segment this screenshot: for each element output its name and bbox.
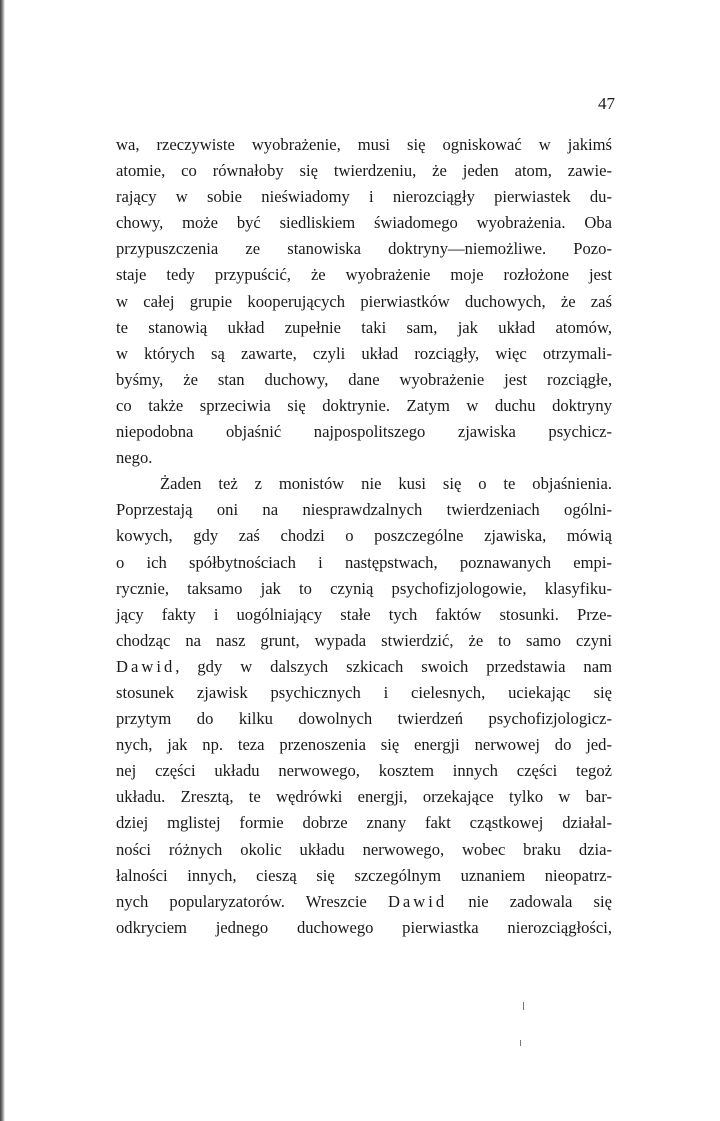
text-line: przytym do kilku dowolnych twierdzeń psychofizjologicz-	[116, 709, 612, 729]
text-line: rający w sobie nieświadomy i nierozciągły pierwiastek du-	[116, 187, 612, 207]
text-line: Poprzestają oni na niesprawdzalnych twierdzeniach ogólni-	[116, 500, 612, 520]
text-line: rycznie, taksamo jak to czynią psychofizjologowie, klasyfiku-	[116, 578, 612, 598]
text-line: chowy, może być siedliskiem świadomego wyobrażenia. Oba	[116, 213, 612, 233]
body-text	[116, 132, 612, 941]
text-line: staje tedy przypuścić, że wyobrażenie moje rozłożone jest	[116, 265, 612, 285]
text-line: łalności innych, cieszą się szczególnym uznaniem nieopatrz-	[116, 865, 612, 885]
text-fragment: , gdy w dalszych szkicach swoich przedstawia nam	[175, 656, 612, 676]
text-line: ności różnych okolic układu nerwowego, wobec braku dzia-	[116, 839, 612, 859]
text-line: wa, rzeczywiste wyobrażenie, musi się ogniskować w jakimś	[116, 135, 612, 154]
scan-edge-shadow	[0, 0, 5, 1121]
text-line: te stanowią układ zupełnie taki sam, jak układ atomów,	[116, 317, 612, 337]
scan-speck	[523, 1002, 524, 1010]
text-line: o ich spółbytnościach i następstwach, poznawanych empi-	[116, 552, 612, 572]
page-number: 47	[598, 94, 615, 113]
text-line: kowych, gdy zaś chodzi o poszczególne zjawiska, mówią	[116, 526, 612, 546]
text-line: niepodobna objaśnić najpospolitszego zjawiska psychicz-	[116, 422, 612, 442]
text-line: odkryciem jednego duchowego pierwiastka nierozciągłości,	[116, 917, 612, 937]
text-line	[116, 889, 612, 915]
text-line: jący fakty i uogólniający stałe tych faktów stosunki. Prze-	[116, 604, 612, 624]
text-line: nych, jak np. teza przenoszenia się energji nerwowej do jed-	[116, 735, 612, 755]
paragraph-2	[116, 471, 612, 941]
text-line: dziej mglistej formie dobrze znany fakt cząstkowej działal-	[116, 813, 612, 833]
text-line: w których są zawarte, czyli układ rozciągły, więc otrzymali-	[116, 343, 612, 363]
text-fragment: nych popularyzatorów. Wreszcie	[116, 891, 388, 911]
text-line	[116, 654, 612, 680]
text-line: byśmy, że stan duchowy, dane wyobrażenie jest rozciągłe,	[116, 369, 612, 389]
text-line: Żaden też z monistów nie kusi się o te objaśnienia.	[160, 474, 612, 494]
text-line: stosunek zjawisk psychicznych i cielesnych, uciekając się	[116, 682, 612, 702]
author-name: Dawid	[116, 656, 176, 676]
text-line: układu. Zresztą, te wędrówki energji, orzekające tylko w bar-	[116, 787, 612, 807]
text-line: co także sprzeciwia się doktrynie. Zatym w duchu doktryny	[116, 395, 612, 415]
text-fragment: nie zadowala się	[447, 891, 612, 911]
text-line: atomie, co równałoby się twierdzeniu, że jeden atom, zawie-	[116, 161, 612, 181]
paragraph-1	[116, 132, 612, 471]
text-line: nego.	[116, 448, 153, 468]
text-line: w całej grupie kooperujących pierwiastków duchowych, że zaś	[116, 291, 612, 311]
text-line: przypuszczenia ze stanowiska doktryny—niemożliwe. Pozo-	[116, 239, 612, 259]
text-line: nej części układu nerwowego, kosztem innych części tegoż	[116, 761, 612, 781]
author-name: Dawid	[387, 891, 448, 911]
scan-speck	[520, 1040, 521, 1046]
text-line: chodząc na nasz grunt, wypada stwierdzić, że to samo czyni	[116, 630, 612, 650]
